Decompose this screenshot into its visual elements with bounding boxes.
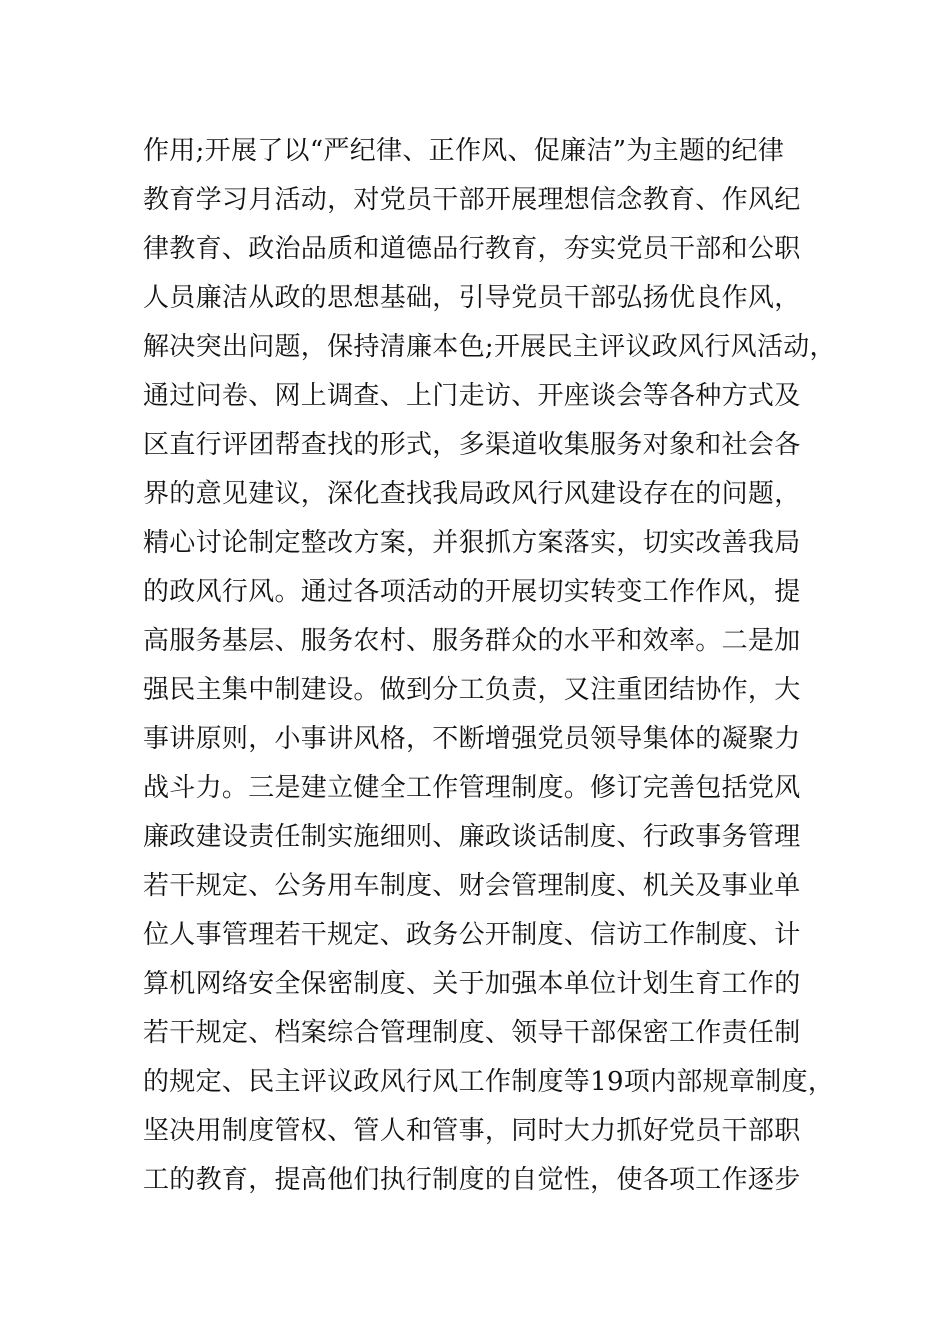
text-line: 位人事管理若干规定、政务公开制度、信访工作制度、计 [143,920,801,950]
text-line: 的规定、民主评议政风行风工作制度等19项内部规章制度， [143,1067,835,1097]
text-line: 的政风行风。通过各项活动的开展切实转变工作作风，提 [143,577,801,607]
text-line: 算机网络安全保密制度、关于加强本单位计划生育工作的 [143,969,801,999]
text-line: 作用;开展了以“严纪律、正作风、促廉洁”为主题的纪律 [143,136,785,166]
text-line: 若干规定、档案综合管理制度、领导干部保密工作责任制 [143,1018,801,1048]
text-line: 通过问卷、网上调查、上门走访、开座谈会等各种方式及 [143,381,801,411]
text-line: 战斗力。三是建立健全工作管理制度。修订完善包括党风 [143,773,801,803]
text-line: 教育学习月活动，对党员干部开展理想信念教育、作风纪 [143,185,801,215]
body-paragraph [143,127,836,1205]
text-line: 工的教育，提高他们执行制度的自觉性，使各项工作逐步 [143,1165,801,1195]
text-line: 界的意见建议，深化查找我局政风行风建设存在的问题， [143,479,801,509]
text-line: 若干规定、公务用车制度、财会管理制度、机关及事业单 [143,871,801,901]
text-line: 区直行评团帮查找的形式，多渠道收集服务对象和社会各 [143,430,801,460]
text-line: 坚决用制度管权、管人和管事，同时大力抓好党员干部职 [143,1116,801,1146]
text-line: 精心讨论制定整改方案，并狠抓方案落实，切实改善我局 [143,528,801,558]
text-line: 高服务基层、服务农村、服务群众的水平和效率。二是加 [143,626,801,656]
text-line: 律教育、政治品质和道德品行教育，夯实党员干部和公职 [143,234,801,264]
text-line: 廉政建设责任制实施细则、廉政谈话制度、行政事务管理 [143,822,801,852]
text-line: 人员廉洁从政的思想基础，引导党员干部弘扬优良作风， [143,283,801,313]
text-line: 强民主集中制建设。做到分工负责，又注重团结协作，大 [143,675,801,705]
text-line: 解决突出问题，保持清廉本色;开展民主评议政风行风活动， [143,332,836,362]
text-line: 事讲原则，小事讲风格，不断增强党员领导集体的凝聚力 [143,724,801,754]
